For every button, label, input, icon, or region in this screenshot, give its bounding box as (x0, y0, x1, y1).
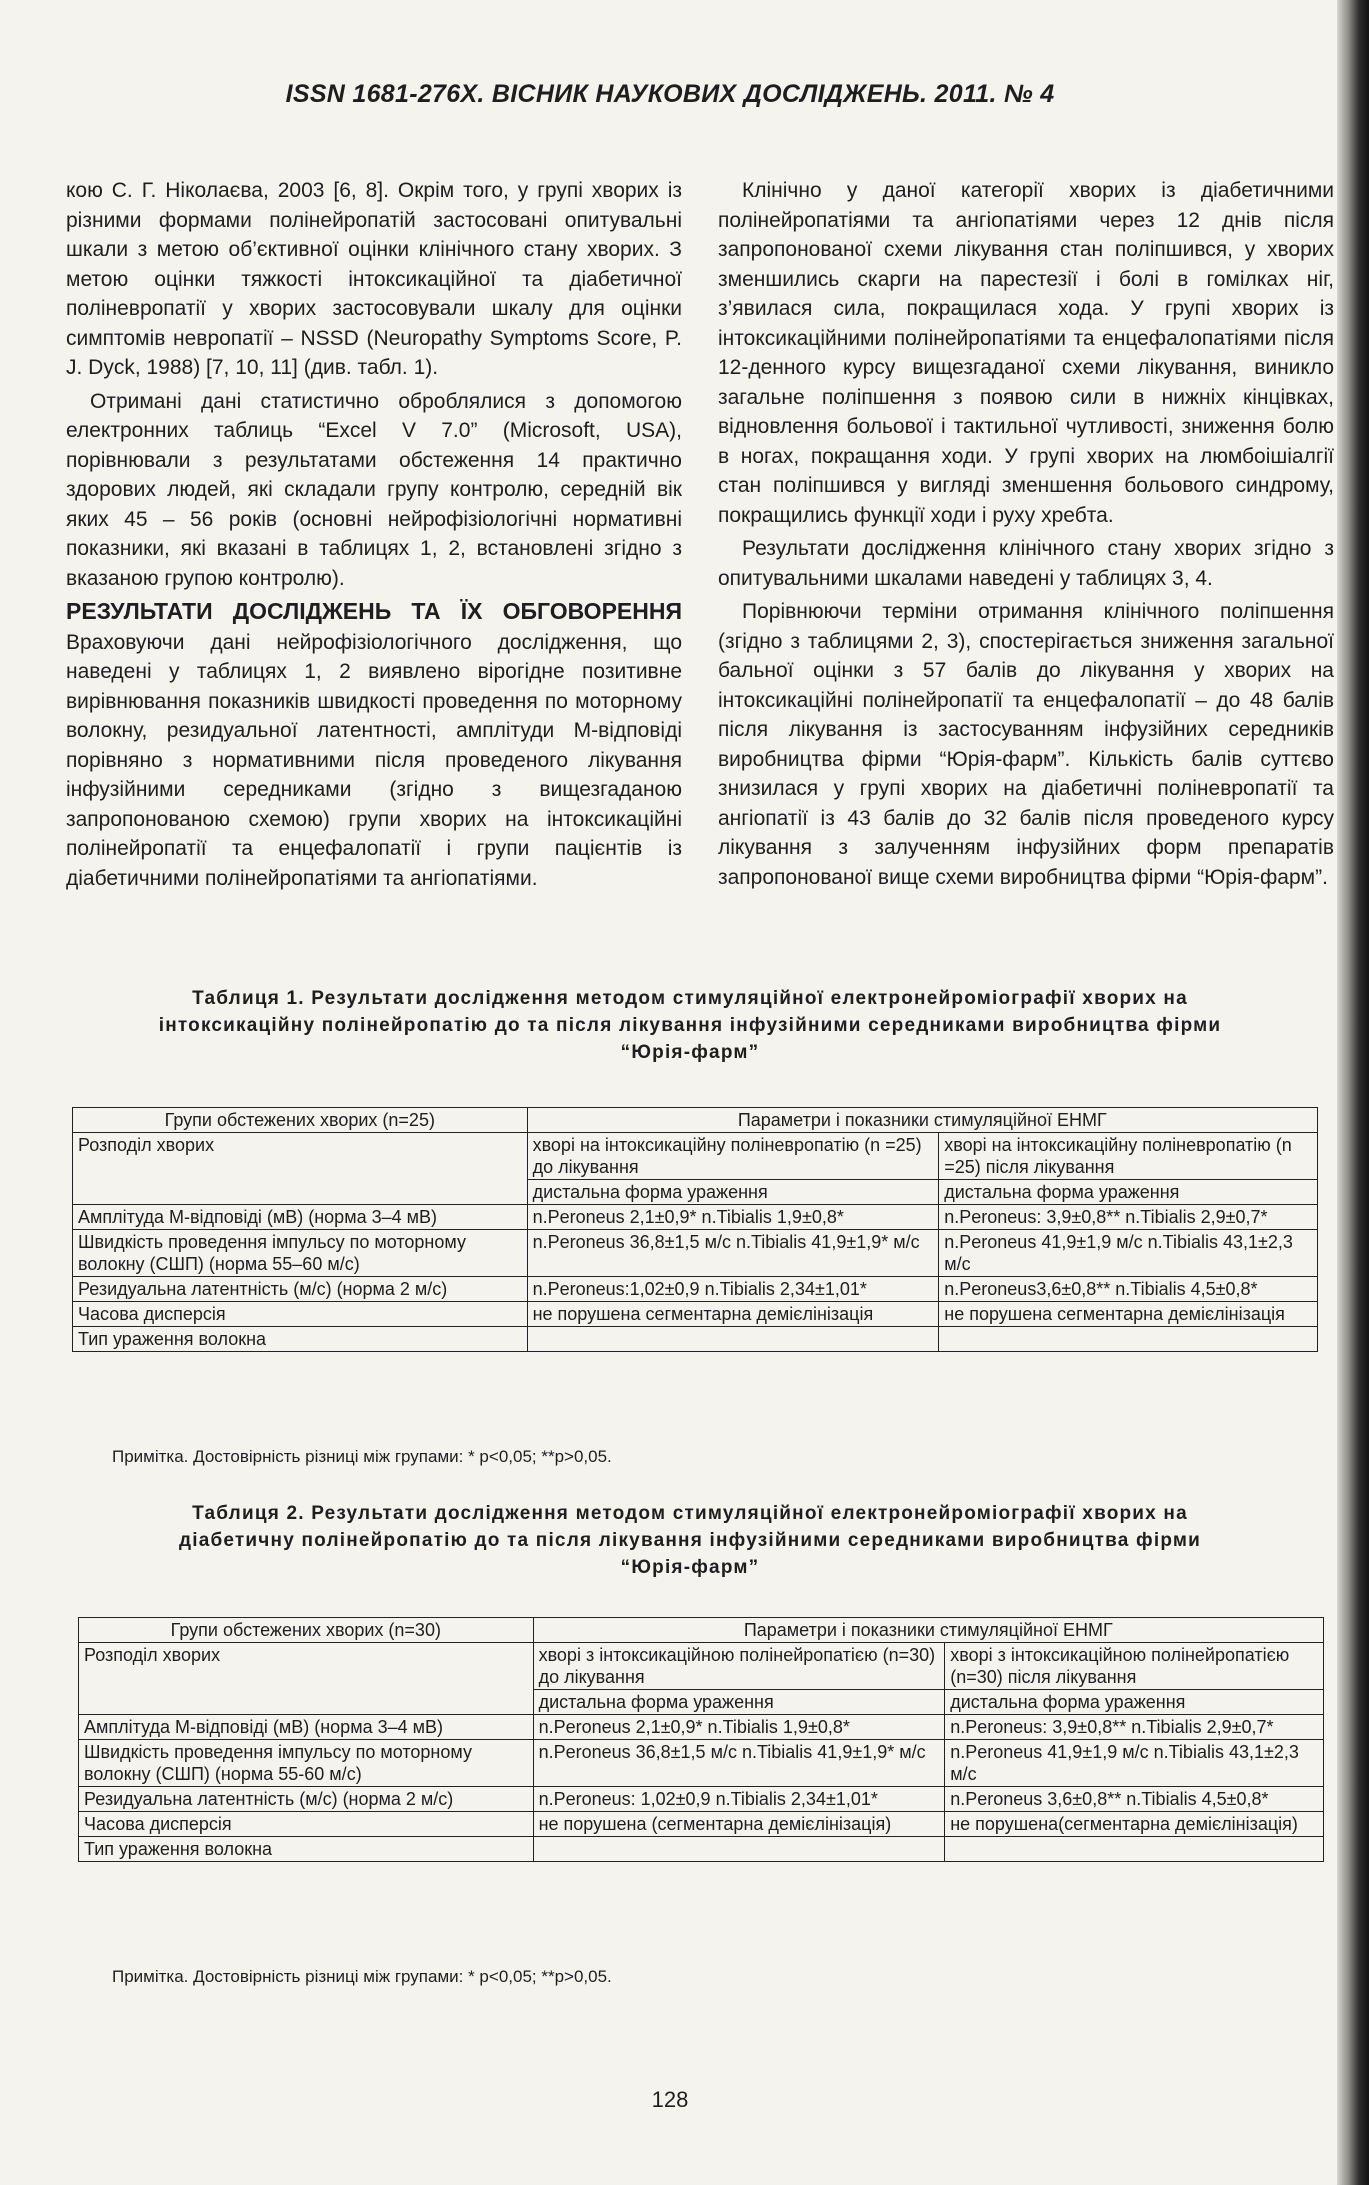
page-edge-shadow (1337, 0, 1369, 2185)
table1-cell-before: n.Peroneus 36,8±1,5 м/с n.Tibialis 41,9±1,9* м/с (527, 1230, 939, 1277)
right-paragraph-1: Клінічно у даної категорії хворих із діабетичними полінейропатіями та ангіопатіями через 12 днів після запропонованої схеми лікування стан поліпшився, у хворих зменшились скарги на парестезії і болі в гомілках ніг, з’явилася сила, покращилася хода. У групі хворих із інтоксикаційними полінейропатіями та енцефалопатіями після 12-денного курсу вищезгаданої схеми лікування, виникло загальне поліпшення з появою сили в нижніх кінцівках, відновлення больової і тактильної чутливості, зниження болю в ногах, покращання ходи. У групі хворих на люмбоішіалгії стан поліпшився у вигляді зменшення больового синдрому, покращились функції ходи і руху хребта. (718, 179, 1334, 527)
table2-caption-line: діабетичну полінейропатію до та після лікування інфузійними середниками виробництва фірми (178, 1530, 1202, 1551)
table2-cell-after: n.Peroneus: 3,9±0,8** n.Tibialis 2,9±0,7* (945, 1715, 1324, 1740)
table2-header-form-before: дистальна форма ураження (533, 1690, 945, 1715)
table2-cell-before: n.Peroneus 2,1±0,9* n.Tibialis 1,9±0,8* (533, 1715, 945, 1740)
table2-cell-after (945, 1837, 1324, 1862)
results-paragraph (66, 597, 682, 893)
table1-caption-line: інтоксикаційну полінейропатію до та після лікування інфузійними середниками виробництва фірми (158, 1015, 1222, 1036)
table2-caption-line: Таблиця 2. Результати дослідження методом стимуляційної електронейроміографії хворих на (192, 1503, 1188, 1524)
table2-cell-after: n.Peroneus 41,9±1,9 м/с n.Tibialis 43,1±2,3 м/с (945, 1740, 1324, 1787)
running-header: ISSN 1681-276X. ВІСНИК НАУКОВИХ ДОСЛІДЖЕНЬ. 2011. № 4 (285, 80, 1055, 108)
table2-cell-after: не порушена(сегментарна демієлінізація) (945, 1812, 1324, 1837)
right-paragraph-2: Результати дослідження клінічного стану хворих згідно з опитувальними шкалами наведені у таблицях 3, 4. (718, 537, 1334, 590)
table1-cell-after: не порушена сегментарна демієлінізація (939, 1302, 1318, 1327)
table2-header-after: хворі з інтоксикаційною полінейропатією (n=30) після лікування (945, 1643, 1324, 1690)
table1-header-groups: Групи обстежених хворих (n=25) (73, 1108, 528, 1133)
table1-caption-line: Таблиця 1. Результати дослідження методом стимуляційної електронейроміографії хворих на (192, 988, 1188, 1009)
table1-header-form-before: дистальна форма ураження (527, 1180, 939, 1205)
table-row (79, 1812, 1324, 1837)
table1-header-after: хворі на інтоксикаційну поліневропатію (n =25) після лікування (939, 1133, 1318, 1180)
table-row (79, 1837, 1324, 1862)
table1-row-label: Швидкість проведення імпульсу по моторному волокну (СШП) (норма 55–60 м/с) (73, 1230, 528, 1277)
table1-cell-before: n.Peroneus:1,02±0,9 n.Tibialis 2,34±1,01* (527, 1277, 939, 1302)
table2-cell-before: n.Peroneus: 1,02±0,9 n.Tibialis 2,34±1,01* (533, 1787, 945, 1812)
table-row (73, 1302, 1318, 1327)
table1-caption (62, 985, 1318, 1066)
table2-row-label: Амплітуда М-відповіді (мВ) (норма 3–4 мВ) (79, 1715, 534, 1740)
table2-note: Примітка. Достовірність різниці між групами: * p<0,05; **p>0,05. (112, 1967, 612, 1986)
table1-row-label: Тип ураження волокна (73, 1327, 528, 1352)
table1-cell-after: n.Peroneus 41,9±1,9 м/с n.Tibialis 43,1±2,3 м/с (939, 1230, 1318, 1277)
table1-caption-line: “Юрія-фарм” (620, 1042, 760, 1063)
table1-row-label: Резидуальна латентність (м/с) (норма 2 м/с) (73, 1277, 528, 1302)
table2-header-groups: Групи обстежених хворих (n=30) (79, 1618, 534, 1643)
table1-cell-before: не порушена сегментарна демієлінізація (527, 1302, 939, 1327)
left-paragraph-1: кою С. Г. Ніколаєва, 2003 [6, 8]. Окрім того, у групі хворих із різними формами полінейропатій застосовані опитувальні шкали з метою об’єктивної оцінки клінічного стану хворих. З метою оцінки тяжкості інтоксикаційної та діабетичної поліневропатії у хворих застосовували шкалу для оцінки симптомів невропатії – NSSD (Neuropathy Symptoms Score, P. J. Dyck, 1988) [7, 10, 11] (див. табл. 1). (66, 179, 682, 379)
table-row (73, 1327, 1318, 1352)
table2-cell-before (533, 1837, 945, 1862)
table1-header-distribution: Розподіл хворих (73, 1133, 528, 1205)
results-heading: РЕЗУЛЬТАТИ ДОСЛІДЖЕНЬ ТА ЇХ ОБГОВОРЕННЯ (66, 598, 682, 624)
table2-header-distribution: Розподіл хворих (79, 1643, 534, 1715)
table1-cell-before: n.Peroneus 2,1±0,9* n.Tibialis 1,9±0,8* (527, 1205, 939, 1230)
table1-cell-after: n.Peroneus: 3,9±0,8** n.Tibialis 2,9±0,7* (939, 1205, 1318, 1230)
table2-cell-after: n.Peroneus 3,6±0,8** n.Tibialis 4,5±0,8* (945, 1787, 1324, 1812)
table1-header-form-after: дистальна форма ураження (939, 1180, 1318, 1205)
table2-cell-before: не порушена (сегментарна демієлінізація) (533, 1812, 945, 1837)
table1-cell-after: n.Peroneus3,6±0,8** n.Tibialis 4,5±0,8* (939, 1277, 1318, 1302)
table1-row-label: Амплітуда М-відповіді (мВ) (норма 3–4 мВ) (73, 1205, 528, 1230)
table-row (79, 1715, 1324, 1740)
table2-caption-line: “Юрія-фарм” (620, 1557, 760, 1578)
right-paragraph-3: Порівнюючи терміни отримання клінічного поліпшення (згідно з таблицями 2, 3), спостерігається зниження загальної бальної оцінки з 57 балів до лікування у хворих на інтоксикаційні полінейропатії та енцефалопатії – до 48 балів після лікування із застосуванням інфузійних середників виробництва фірми “Юрія-фарм”. Кількість балів суттєво знизилася у групі хворих на діабетичні поліневропатії та ангіопатії із 43 балів до 32 балів після проведеного курсу лікування з залученням інфузійних форм препаратів запропонованої вище схеми виробництва фірми “Юрія-фарм”. (718, 600, 1334, 889)
page-number: 128 (651, 2087, 689, 2112)
table2-header-before: хворі з інтоксикаційною полінейропатією (n=30) до лікування (533, 1643, 945, 1690)
table-row (73, 1230, 1318, 1277)
table1-note: Примітка. Достовірність різниці між групами: * p<0,05; **p>0,05. (112, 1447, 612, 1466)
table2-row-label: Тип ураження волокна (79, 1837, 534, 1862)
table2-row-label: Резидуальна латентність (м/с) (норма 2 м/с) (79, 1787, 534, 1812)
results-text: Враховуючи дані нейрофізіологічного дослідження, що наведені у таблицях 1, 2 виявлено вірогідне позитивне вирівнювання показників швидкості проведення по моторному волокну, резидуальної латентності, амплітуди М-відповіді порівняно з нормативними після проведеного лікування інфузійними середниками (згідно з вищезгаданою запропонованою схемою) групи хворих на інтоксикаційні полінейропатії та енцефалопатії і групи пацієнтів із діабетичними полінейропатіями та ангіопатіями. (66, 630, 682, 890)
table2-row-label: Швидкість проведення імпульсу по моторному волокну (СШП) (норма 55-60 м/с) (79, 1740, 534, 1787)
table-row (79, 1787, 1324, 1812)
table1 (72, 1107, 1318, 1352)
left-column (66, 176, 682, 897)
table-row (73, 1205, 1318, 1230)
table2-header-params: Параметри і показники стимуляційної ЕНМГ (533, 1618, 1323, 1643)
table2-header-form-after: дистальна форма ураження (945, 1690, 1324, 1715)
table2 (78, 1617, 1324, 1862)
right-column (718, 176, 1334, 896)
table-row (79, 1740, 1324, 1787)
table1-header-params: Параметри і показники стимуляційної ЕНМГ (527, 1108, 1317, 1133)
table1-cell-after (939, 1327, 1318, 1352)
table2-row-label: Часова дисперсія (79, 1812, 534, 1837)
table-row (73, 1277, 1318, 1302)
table2-cell-before: n.Peroneus 36,8±1,5 м/с n.Tibialis 41,9±1,9* м/с (533, 1740, 945, 1787)
table1-header-before: хворі на інтоксикаційну поліневропатію (n =25) до лікування (527, 1133, 939, 1180)
table1-row-label: Часова дисперсія (73, 1302, 528, 1327)
table1-cell-before (527, 1327, 939, 1352)
left-paragraph-2: Отримані дані статистично оброблялися з допомогою електронних таблиць “Excel V 7.0” (Microsoft, USA), порівнювали з результатами обстеження 14 практично здорових людей, які складали групу контролю, середній вік яких 45 – 56 років (основні нейрофізіологічні нормативні показники, які вказані в таблицях 1, 2, встановлені згідно з вказаною групою контролю). (66, 389, 682, 590)
table2-caption (62, 1500, 1318, 1581)
